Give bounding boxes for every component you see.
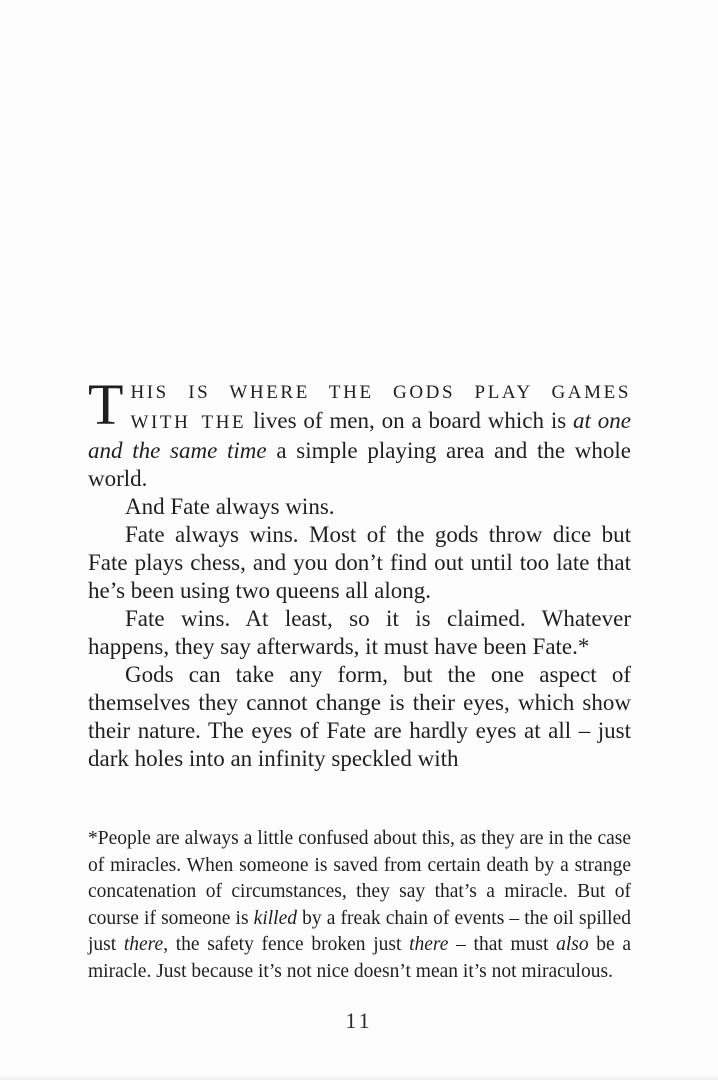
text-segment-italic: killed [253, 907, 297, 929]
text-segment: Fate wins. At least, so it is claimed. Whatever happens, they say afterwards, it must have been Fate.* [88, 606, 631, 659]
paragraph [88, 605, 631, 661]
text-segment: – that must [448, 934, 557, 955]
opening-paragraph [88, 372, 632, 493]
page-number: 11 [345, 1008, 373, 1033]
small-caps-lead: HIS IS WHERE THE GODS PLAY GAMES WITH THE [130, 382, 631, 433]
text-segment-italic: there [409, 934, 449, 955]
scan-edge [0, 1074, 718, 1080]
text-segment: , the safety fence broken just [163, 934, 410, 955]
text-segment: And Fate always wins. [125, 494, 335, 519]
footnote-block [88, 826, 631, 985]
text-segment-italic: there [123, 934, 164, 955]
text-segment: be a miracle. Just because it’s not nice doesn’t mean it’s not miraculous. [88, 934, 631, 982]
text-segment: by a freak chain of events – the oil spilled just [88, 907, 631, 955]
text-segment-italic: also [556, 934, 589, 955]
paragraph [88, 521, 631, 605]
drop-cap: T [88, 372, 124, 437]
text-segment: a simple playing area and the whole world. [88, 438, 632, 491]
text-segment: Fate always wins. Most of the gods throw dice but Fate plays chess, and you don’t find out until too late that he’s been using two queens all along. [88, 522, 631, 603]
footnote-paragraph [88, 826, 631, 985]
text-segment: *People are always a little confused about this, as they are in the case of miracles. When someone is saved from certain death by a strange concatenation of circumstances, they say that’s a miracle. But of course if someone is [88, 828, 631, 929]
paragraph [88, 493, 631, 521]
main-text-block [88, 372, 632, 773]
paragraph [88, 661, 631, 773]
text-segment-italic: at one and the same time [88, 408, 631, 463]
text-segment: lives of men, on a board which is [246, 408, 574, 433]
text-segment: Gods can take any form, but the one aspect of themselves they cannot change is their eyes, which show their nature. The eyes of Fate are hardly eyes at all – just dark holes into an infinity speckled with [88, 662, 631, 771]
